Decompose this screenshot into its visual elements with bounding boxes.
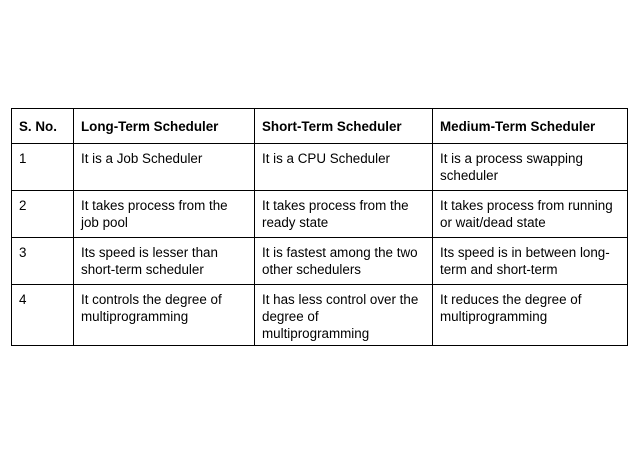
cell-long-term: It controls the degree of multiprogramming	[74, 285, 255, 346]
cell-medium-term: It takes process from running or wait/dead state	[433, 191, 628, 238]
cell-short-term: It takes process from the ready state	[255, 191, 433, 238]
table-row	[12, 144, 628, 191]
cell-long-term: Its speed is lesser than short-term scheduler	[74, 238, 255, 285]
table-row	[12, 238, 628, 285]
table-row	[12, 285, 628, 346]
header-medium-term-scheduler: Medium-Term Scheduler	[433, 109, 628, 144]
cell-long-term: It takes process from the job pool	[74, 191, 255, 238]
table-header-row	[12, 109, 628, 144]
cell-medium-term: It reduces the degree of multiprogramming	[433, 285, 628, 346]
cell-short-term: It is a CPU Scheduler	[255, 144, 433, 191]
comparison-table-container	[11, 108, 628, 346]
cell-short-term: It has less control over the degree of multiprogramming	[255, 285, 433, 346]
cell-serial-number: 2	[12, 191, 74, 238]
cell-long-term: It is a Job Scheduler	[74, 144, 255, 191]
header-short-term-scheduler: Short-Term Scheduler	[255, 109, 433, 144]
scheduler-comparison-table	[11, 108, 628, 346]
cell-serial-number: 3	[12, 238, 74, 285]
header-serial-number: S. No.	[12, 109, 74, 144]
cell-serial-number: 1	[12, 144, 74, 191]
cell-short-term: It is fastest among the two other schedulers	[255, 238, 433, 285]
cell-medium-term: It is a process swapping scheduler	[433, 144, 628, 191]
cell-serial-number: 4	[12, 285, 74, 346]
header-long-term-scheduler: Long-Term Scheduler	[74, 109, 255, 144]
cell-medium-term: Its speed is in between long-term and short-term	[433, 238, 628, 285]
table-row	[12, 191, 628, 238]
